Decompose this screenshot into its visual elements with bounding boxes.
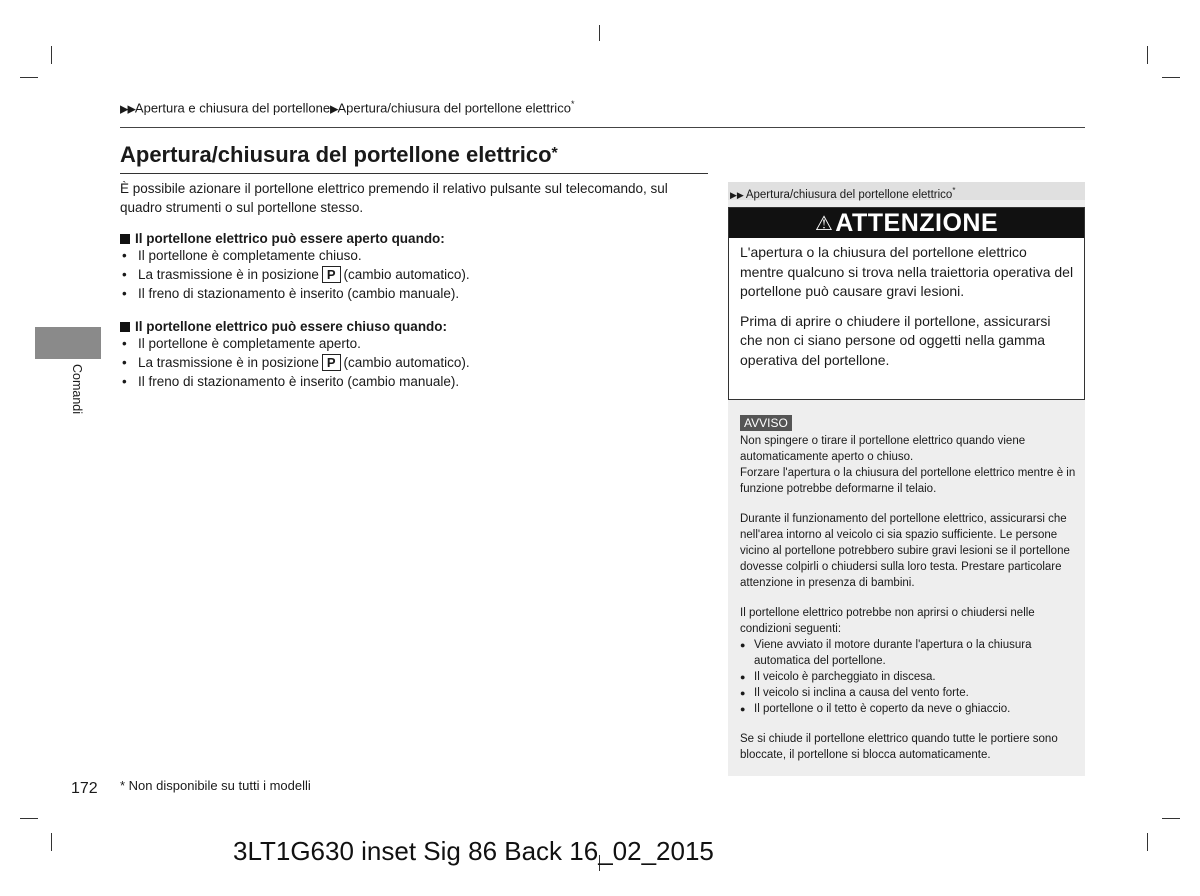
- breadcrumb-part-2[interactable]: Apertura/chiusura del portellone elettrico: [337, 100, 571, 116]
- warning-title-bar: [729, 208, 1084, 238]
- crop-mark: [1162, 77, 1180, 78]
- page-number: 172: [71, 780, 98, 797]
- crop-mark: [20, 77, 38, 78]
- warning-title: ATTENZIONE: [835, 209, 999, 237]
- notice-paragraph: Se si chiude il portellone elettrico quando tutte le portiere sono bloccate, il portellone si blocca automaticamente.: [740, 733, 1058, 761]
- breadcrumb-part-1[interactable]: Apertura e chiusura del portellone: [134, 100, 331, 116]
- warning-paragraph: Prima di aprire o chiudere il portellone, assicurarsi che non ci siano persone od oggetti nella gamma operativa del portellone.: [740, 312, 1051, 368]
- list-item: ● Il portellone o il tetto è coperto da neve o ghiaccio.: [740, 701, 1080, 717]
- list-item-text: La trasmissione è in posizione: [138, 355, 319, 370]
- list-item-text: Il freno di stazionamento è inserito (cambio manuale).: [138, 286, 460, 301]
- list-item-text: Il freno di stazionamento è inserito (cambio manuale).: [138, 374, 460, 389]
- list-item-text: (cambio automatico).: [343, 355, 470, 370]
- list-item: [120, 265, 470, 284]
- list-item: [120, 246, 470, 265]
- breadcrumb-star: *: [570, 99, 575, 109]
- list-item-text: (cambio automatico).: [343, 267, 470, 282]
- list-item: [120, 284, 470, 303]
- crop-mark: [51, 833, 52, 851]
- crop-mark: [599, 25, 600, 41]
- side-panel-heading-star: *: [952, 186, 956, 195]
- list-item: ● Il veicolo si inclina a causa del vento forte.: [740, 685, 1080, 701]
- open-section-heading: [120, 231, 470, 246]
- notice-sentence: Non spingere o tirare il portellone elettrico quando viene automaticamente aperto o chiuso.: [740, 435, 1026, 463]
- open-section-heading-text: Il portellone elettrico può essere aperto quando:: [135, 231, 445, 246]
- gear-p-icon: P: [322, 266, 341, 283]
- breadcrumb: [120, 99, 574, 115]
- open-conditions-list: [120, 246, 470, 303]
- page-title-star: *: [551, 145, 558, 162]
- breadcrumb-separator-icon: ▶: [330, 103, 338, 116]
- notice-sentence: Il portellone elettrico potrebbe non aprirsi o chiudersi nelle condizioni seguenti:: [740, 607, 1035, 635]
- side-tab-label: Comandi: [70, 364, 84, 415]
- notice-paragraph: [740, 605, 1080, 637]
- list-item: [120, 372, 470, 391]
- list-item: ● Viene avviato il motore durante l'apertura o la chiusura automatica del portellone.: [740, 637, 1080, 669]
- crop-mark: [1147, 46, 1148, 64]
- close-section-heading-text: Il portellone elettrico può essere chiuso quando:: [135, 319, 448, 334]
- crop-mark: [20, 818, 38, 819]
- warning-text: [729, 238, 1084, 370]
- notice-paragraph: Durante il funzionamento del portellone elettrico, assicurarsi che nell'area intorno al veicolo ci sia spazio sufficiente. Le persone vicino al portellone potrebbero subire gravi lesioni se il portellone dovesse colpirli o chiudersi sulla loro testa. Prestare particolare attenzione in presenza di bambini.: [740, 513, 1070, 589]
- open-section: [120, 231, 470, 303]
- side-panel-heading-text[interactable]: Apertura/chiusura del portellone elettrico: [745, 188, 953, 201]
- close-section-heading: [120, 319, 470, 334]
- crop-mark: [1162, 818, 1180, 819]
- warning-triangle-icon: ⚠: [814, 213, 834, 235]
- breadcrumb-arrows-icon: ▶▶: [120, 103, 135, 116]
- square-bullet-icon: [120, 322, 130, 332]
- page-title: [120, 142, 558, 168]
- notice-conditions-list: [740, 637, 1080, 717]
- notice-text: [740, 433, 1080, 777]
- intro-paragraph: È possibile azionare il portellone elettrico premendo il relativo pulsante sul telecomando, sul quadro strumenti o sul portellone stesso.: [120, 181, 668, 215]
- header-divider: [120, 127, 1085, 128]
- list-item: ● Il veicolo è parcheggiato in discesa.: [740, 669, 1080, 685]
- side-panel-heading: [728, 182, 1085, 200]
- side-tab[interactable]: [35, 327, 101, 359]
- list-item-text: Il portellone è completamente chiuso.: [138, 248, 362, 263]
- double-arrow-icon: ▶▶: [730, 189, 744, 200]
- title-divider: [120, 173, 708, 174]
- page-title-text: Apertura/chiusura del portellone elettrico: [120, 142, 552, 167]
- crop-mark: [1147, 833, 1148, 851]
- list-item-text: Il portellone è completamente aperto.: [138, 336, 361, 351]
- notice-sentence: Forzare l'apertura o la chiusura del portellone elettrico mentre è in funzione potrebbe deformarne il telaio.: [740, 467, 1076, 495]
- list-item: [120, 334, 470, 353]
- list-item: [120, 353, 470, 372]
- notice-badge: AVVISO: [740, 415, 792, 431]
- close-conditions-list: [120, 334, 470, 391]
- crop-mark: [51, 46, 52, 64]
- close-section: [120, 319, 470, 391]
- footnote: * Non disponibile su tutti i modelli: [120, 778, 311, 793]
- square-bullet-icon: [120, 234, 130, 244]
- gear-p-icon: P: [322, 354, 341, 371]
- warning-box: [728, 207, 1085, 400]
- notice-paragraph: [740, 433, 1080, 497]
- warning-paragraph: L'apertura o la chiusura del portellone elettrico mentre qualcuno si trova nella traiettoria operativa del portellone può causare gravi lesioni.: [740, 244, 1074, 299]
- list-item-text: La trasmissione è in posizione: [138, 267, 319, 282]
- print-code: 3LT1G630 inset Sig 86 Back 16_02_2015: [233, 836, 714, 866]
